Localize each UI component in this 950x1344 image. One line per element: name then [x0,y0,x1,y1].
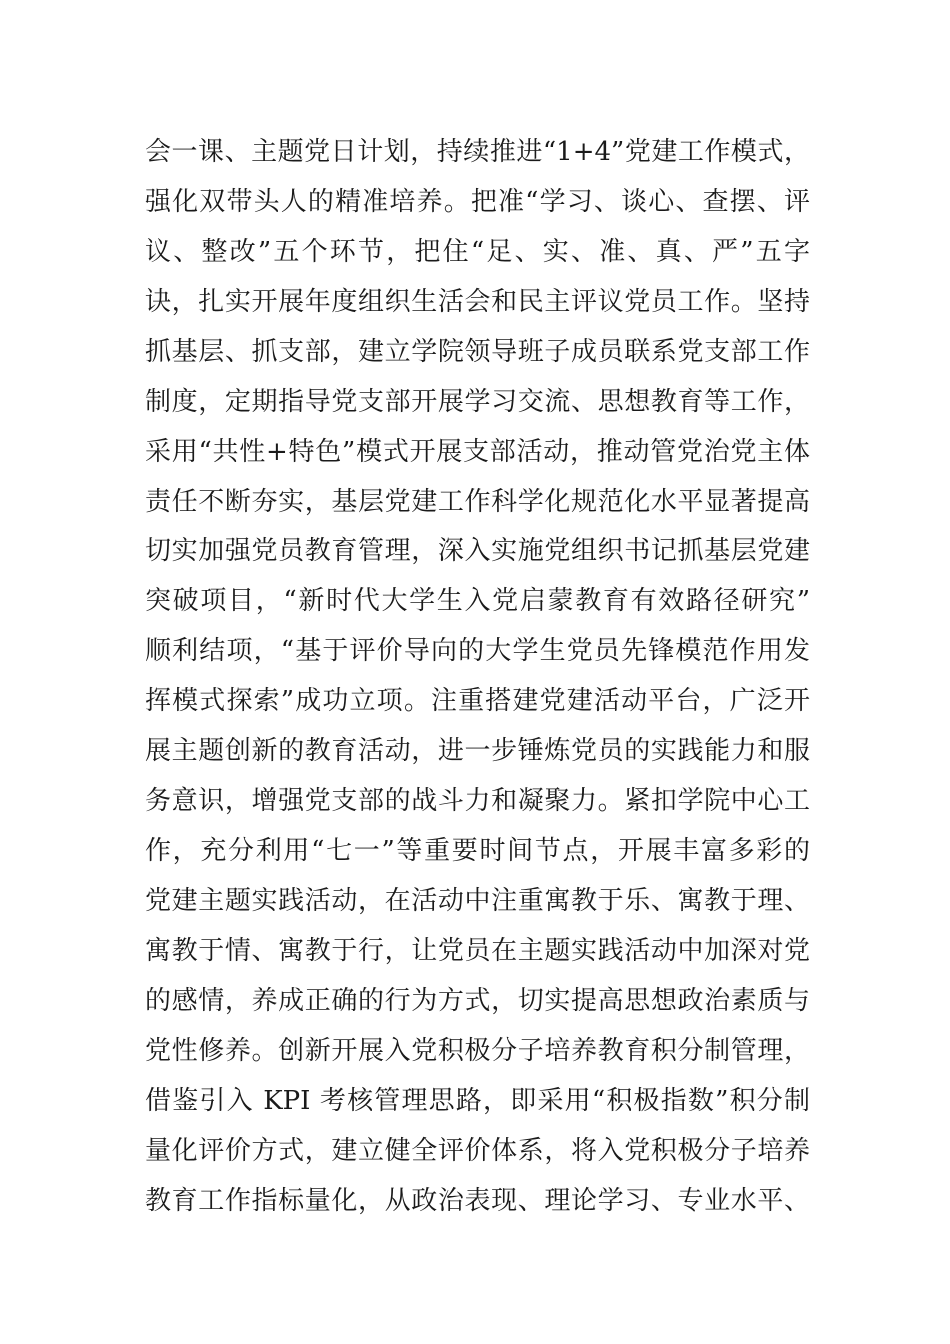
body-text-line: 借鉴引入 KPI 考核管理思路，即采用“积极指数”积分制 [145,1086,810,1116]
body-text-line: 教育工作指标量化，从政治表现、理论学习、专业水平、 [145,1186,810,1216]
body-text-line: 会一课、主题党日计划，持续推进“1+4”党建工作模式， [145,137,810,167]
body-text-line: 强化双带头人的精准培养。把准“学习、谈心、查摆、评 [145,187,810,217]
body-text-line: 诀，扎实开展年度组织生活会和民主评议党员工作。坚持 [145,287,810,317]
body-text-line: 量化评价方式，建立健全评价体系，将入党积极分子培养 [145,1136,810,1166]
body-text-line: 挥模式探索”成功立项。注重搭建党建活动平台，广泛开 [145,686,810,716]
body-text-line: 切实加强党员教育管理，深入实施党组织书记抓基层党建 [145,536,810,566]
body-text-line: 务意识，增强党支部的战斗力和凝聚力。紧扣学院中心工 [145,786,810,816]
body-text-line: 党建主题实践活动，在活动中注重寓教于乐、寓教于理、 [145,886,810,916]
body-text-line: 责任不断夯实，基层党建工作科学化规范化水平显著提高 [145,487,810,517]
body-text-line: 顺利结项，“基于评价导向的大学生党员先锋模范作用发 [145,636,810,666]
body-text-line: 寓教于情、寓教于行，让党员在主题实践活动中加深对党 [145,936,810,966]
body-text-line: 采用“共性+特色”模式开展支部活动，推动管党治党主体 [145,437,810,467]
body-text-line: 作，充分利用“七一”等重要时间节点，开展丰富多彩的 [145,836,810,866]
body-text-line: 制度，定期指导党支部开展学习交流、思想教育等工作， [145,387,810,417]
body-text-line: 党性修养。创新开展入党积极分子培养教育积分制管理， [145,1036,810,1066]
body-text-line: 突破项目，“新时代大学生入党启蒙教育有效路径研究” [145,586,810,616]
body-text-line: 的感情，养成正确的行为方式，切实提高思想政治素质与 [145,986,810,1016]
body-text-line: 议、整改”五个环节，把住“足、实、准、真、严”五字 [145,237,810,267]
body-text-line: 抓基层、抓支部，建立学院领导班子成员联系党支部工作 [145,337,810,367]
body-text-line: 展主题创新的教育活动，进一步锤炼党员的实践能力和服 [145,736,810,766]
